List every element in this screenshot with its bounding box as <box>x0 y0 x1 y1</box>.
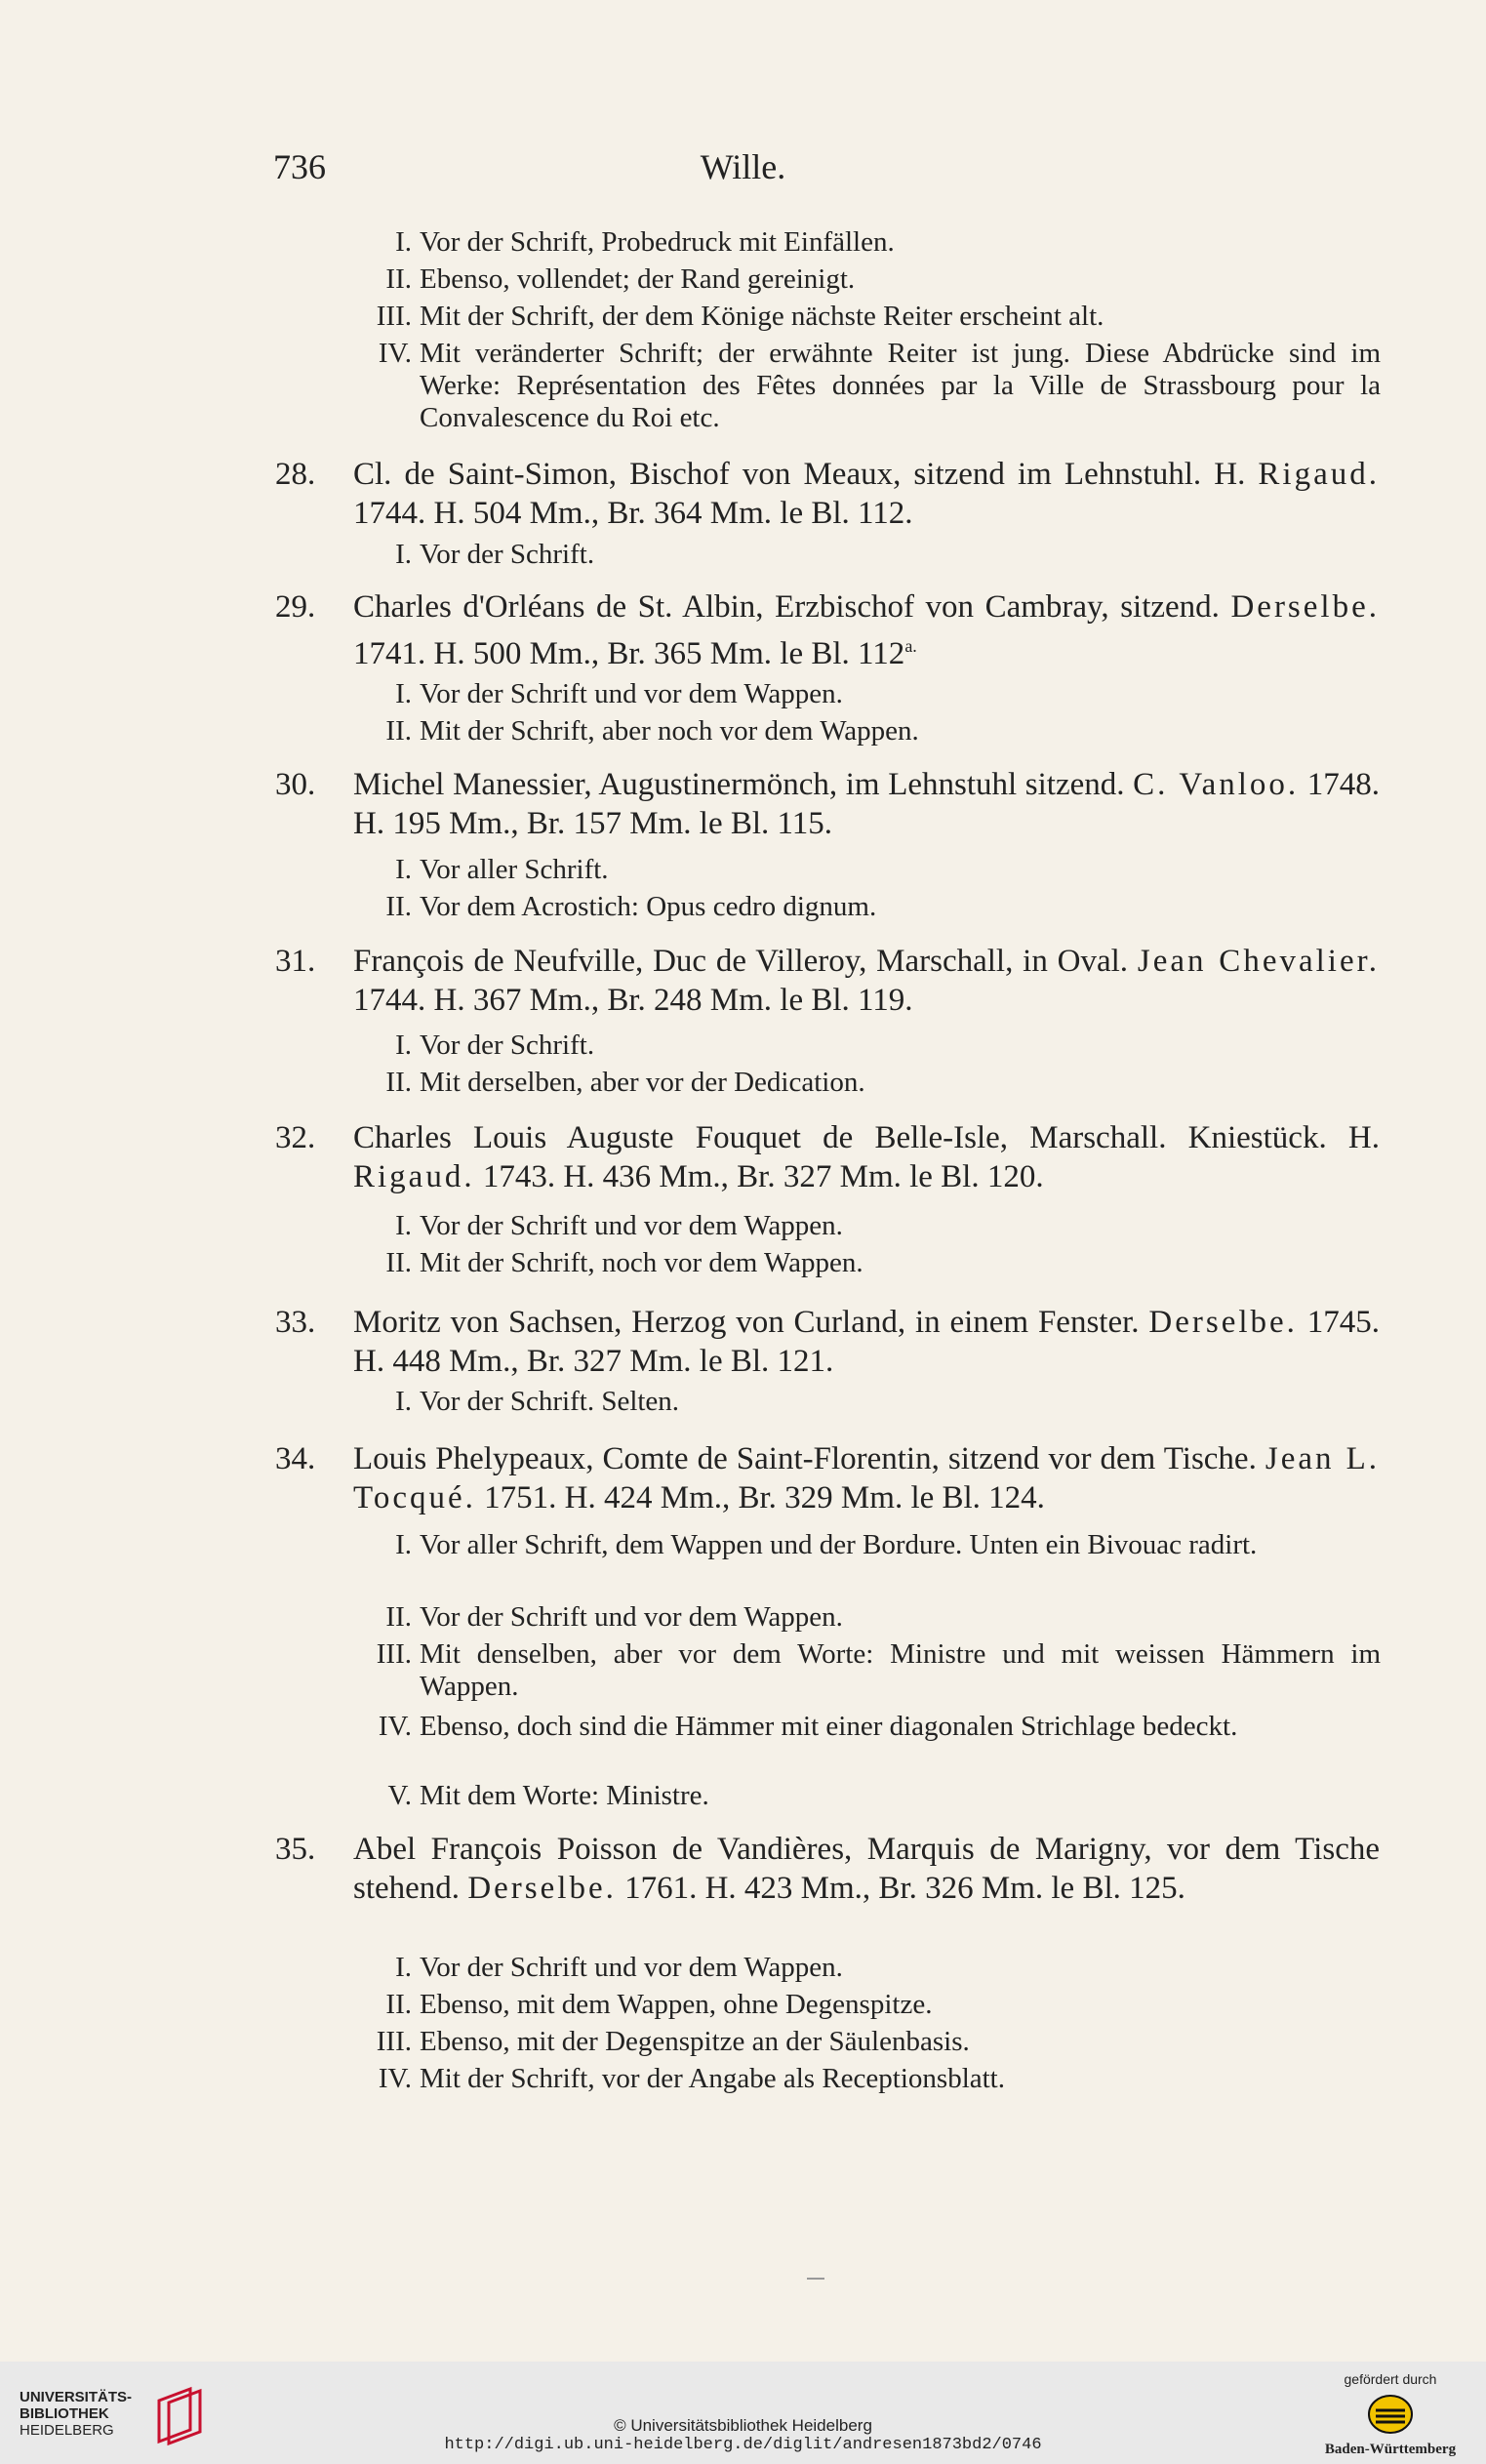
entry-number: 34. <box>275 1441 316 1476</box>
state-text: Vor der Schrift. <box>420 1030 595 1061</box>
state-text: Ebenso, mit der Degenspitze an der Säulenbasis. <box>420 2026 970 2057</box>
entry-lead: Michel Manessier, Augustinermönch, im Lehnstuhl sitzend. <box>353 767 1125 802</box>
sponsor-block <box>1307 2371 1473 2458</box>
page-header <box>0 146 1486 195</box>
entry-text <box>353 455 1380 533</box>
entry-number: 29. <box>275 589 316 625</box>
state-roman: II. <box>385 1601 412 1633</box>
state-roman: I. <box>395 1952 412 1983</box>
state-roman: II. <box>385 263 412 295</box>
entry-details: 1751. H. 424 Mm., Br. 329 Mm. le Bl. 124. <box>484 1480 1045 1515</box>
permalink-url[interactable]: http://digi.ub.uni-heidelberg.de/diglit/andresen1873bd2/0746 <box>444 2436 1042 2454</box>
entry-number: 31. <box>275 944 316 979</box>
state-roman: IV. <box>378 1711 412 1742</box>
entry-text <box>353 765 1380 843</box>
state-text: Ebenso, mit dem Wappen, ohne Degenspitze. <box>420 1989 933 2020</box>
sponsor-label: gefördert durch <box>1344 2371 1437 2387</box>
entry-artist: Jean L. Tocqué. <box>353 1441 1380 1515</box>
state-text: Vor der Schrift und vor dem Wappen. <box>420 1952 843 1983</box>
state-text: Mit derselben, aber vor der Dedication. <box>420 1067 865 1098</box>
entry-lead: Moritz von Sachsen, Herzog von Curland, in einem Fenster. <box>353 1305 1140 1340</box>
state-crest-icon <box>1366 2393 1415 2436</box>
page-mark <box>807 2278 824 2280</box>
state-roman: I. <box>395 1386 412 1417</box>
entry-lead: François de Neufville, Duc de Villeroy, Marschall, in Oval. <box>353 944 1129 979</box>
state-text: Vor der Schrift und vor dem Wappen. <box>420 1210 843 1241</box>
entry-artist: Rigaud. <box>1258 457 1380 492</box>
copyright-text: © Universitätsbibliothek Heidelberg <box>614 2416 872 2435</box>
entry-text <box>353 1830 1380 1908</box>
entry-artist: Derselbe. <box>1230 589 1380 625</box>
state-text: Mit veränderter Schrift; der erwähnte Reiter ist jung. Diese Abdrücke sind im Werke: Représentation des Fêtes données par la Ville de Strassbourg pour la Convalescence du Roi etc. <box>420 338 1381 433</box>
entry-artist: Jean Chevalier. <box>1137 944 1381 979</box>
state-text: Mit der Schrift, noch vor dem Wappen. <box>420 1247 863 1278</box>
state-text: Mit der Schrift, aber noch vor dem Wappen. <box>420 715 919 747</box>
entry-number: 32. <box>275 1120 316 1155</box>
sponsor-name: Baden-Württemberg <box>1324 2442 1457 2457</box>
state-roman: II. <box>385 891 412 922</box>
copyright-block <box>0 2416 1486 2455</box>
state-roman: IV. <box>378 338 412 369</box>
library-line-1: UNIVERSITÄTS- <box>20 2389 133 2405</box>
state-text: Mit der Schrift, der dem Könige nächste Reiter erscheint alt. <box>420 301 1104 332</box>
entry-lead: Abel François Poisson de Vandières, Marquis de Marigny, vor dem Tische stehend. <box>353 1832 1380 1906</box>
entry-lead: Charles d'Orléans de St. Albin, Erzbischof von Cambray, sitzend. <box>353 589 1220 625</box>
state-text: Vor der Schrift. Selten. <box>420 1386 680 1417</box>
state-text: Mit dem Worte: Ministre. <box>420 1780 709 1811</box>
entry-text <box>353 1118 1380 1196</box>
state-roman: III. <box>376 2026 412 2057</box>
entry-number: 28. <box>275 457 316 492</box>
state-roman: I. <box>395 678 412 709</box>
state-roman: I. <box>395 1030 412 1061</box>
state-roman: I. <box>395 1529 412 1560</box>
state-text: Mit denselben, aber vor dem Worte: Ministre und mit weissen Hämmern im Wappen. <box>420 1638 1381 1702</box>
state-text: Vor der Schrift, Probedruck mit Einfällen. <box>420 226 895 258</box>
entry-number: 35. <box>275 1832 316 1867</box>
entry-details: 1744. H. 504 Mm., Br. 364 Mm. le Bl. 112. <box>353 496 913 531</box>
entry-text <box>353 587 1380 673</box>
entry-details: 1741. H. 500 Mm., Br. 365 Mm. le Bl. 112 <box>353 636 905 671</box>
state-text: Ebenso, vollendet; der Rand gereinigt. <box>420 263 856 295</box>
state-roman: I. <box>395 226 412 258</box>
state-text: Vor dem Acrostich: Opus cedro dignum. <box>420 891 877 922</box>
state-roman: II. <box>385 715 412 747</box>
entry-lead: Louis Phelypeaux, Comte de Saint-Florentin, sitzend vor dem Tische. <box>353 1441 1257 1476</box>
state-text: Vor aller Schrift. <box>420 854 609 885</box>
entry-artist: Derselbe. <box>467 1871 617 1906</box>
library-line-2: BIBLIOTHEK <box>20 2405 109 2422</box>
entry-text <box>353 1439 1380 1517</box>
state-text: Vor der Schrift und vor dem Wappen. <box>420 1601 843 1633</box>
state-roman: I. <box>395 539 412 570</box>
entry-details: 1744. H. 367 Mm., Br. 248 Mm. le Bl. 119. <box>353 983 913 1018</box>
state-text: Vor der Schrift und vor dem Wappen. <box>420 678 843 709</box>
state-text: Vor aller Schrift, dem Wappen und der Bordure. Unten ein Bivouac radirt. <box>420 1529 1258 1560</box>
state-text: Ebenso, doch sind die Hämmer mit einer diagonalen Strichlage bedeckt. <box>420 1711 1238 1742</box>
entry-artist: Derselbe. <box>1148 1305 1298 1340</box>
entry-artist: C. Vanloo. <box>1133 767 1300 802</box>
page-number: 736 <box>273 147 326 186</box>
state-roman: V. <box>387 1780 412 1811</box>
entry-number: 33. <box>275 1305 316 1340</box>
viewer-footer <box>0 2362 1486 2464</box>
state-roman: II. <box>385 1067 412 1098</box>
state-roman: III. <box>376 1638 412 1670</box>
state-text: Mit der Schrift, vor der Angabe als Receptionsblatt. <box>420 2063 1005 2094</box>
state-roman: I. <box>395 854 412 885</box>
state-roman: IV. <box>378 2063 412 2094</box>
entry-lead: Charles Louis Auguste Fouquet de Belle-Isle, Marschall. Kniestück. H. <box>353 1120 1380 1155</box>
entry-details: 1743. H. 436 Mm., Br. 327 Mm. le Bl. 120. <box>482 1159 1044 1194</box>
library-line-3: HEIDELBERG <box>20 2422 114 2439</box>
entry-details-superscript: a. <box>904 636 917 656</box>
state-roman: II. <box>385 1989 412 2020</box>
state-roman: III. <box>376 301 412 332</box>
entry-details: 1745. H. 448 Mm., Br. 327 Mm. le Bl. 121. <box>353 1305 1381 1379</box>
entry-details: 1761. H. 423 Mm., Br. 326 Mm. le Bl. 125. <box>624 1871 1185 1906</box>
state-text: Vor der Schrift. <box>420 539 595 570</box>
state-roman: I. <box>395 1210 412 1241</box>
entry-lead: Cl. de Saint-Simon, Bischof von Meaux, sitzend im Lehnstuhl. H. <box>353 457 1246 492</box>
entry-text <box>353 942 1380 1020</box>
running-head: Wille. <box>700 147 786 186</box>
entry-artist: Rigaud. <box>353 1159 475 1194</box>
state-roman: II. <box>385 1247 412 1278</box>
entry-details: 1748. H. 195 Mm., Br. 157 Mm. le Bl. 115. <box>353 767 1380 841</box>
entry-text <box>353 1303 1380 1381</box>
entry-number: 30. <box>275 767 316 802</box>
